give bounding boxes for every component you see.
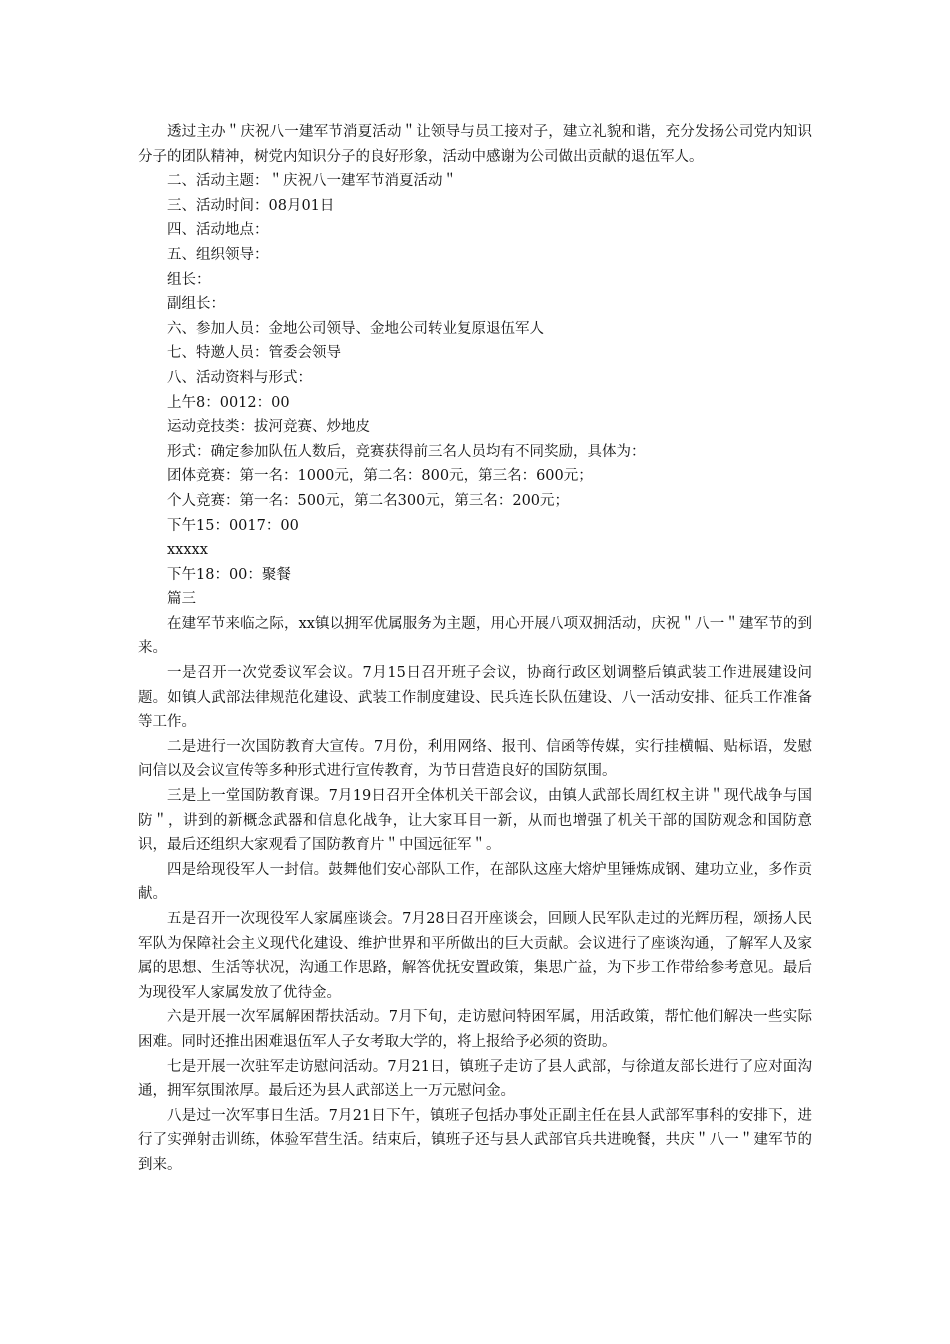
paragraph: 二、活动主题：＂庆祝八一建军节消夏活动＂ (167, 173, 457, 190)
paragraph: 在建军节来临之际，xx镇以拥军优属服务为主题，用心开展八项双拥活动，庆祝＂八一＂建军节的到来。 (138, 615, 812, 657)
paragraph: 副组长： (167, 296, 225, 313)
paragraph: 七是开展一次驻军走访慰问活动。7月21日，镇班子走访了县人武部，与徐道友部长进行了应对面沟通，拥军氛围浓厚。最后还为县人武部送上一万元慰问金。 (138, 1058, 812, 1100)
paragraph: 下午15：0017：00 (167, 517, 299, 534)
paragraph: 三、活动时间：08月01日 (167, 197, 335, 214)
paragraph: 上午8：0012：00 (167, 394, 290, 411)
paragraph: 团体竞赛：第一名：1000元，第二名：800元，第三名：600元； (167, 468, 593, 485)
document-body (138, 120, 812, 1178)
paragraph: 六、参加人员：金地公司领导、金地公司转业复原退伍军人 (167, 320, 544, 337)
paragraph: 个人竞赛：第一名：500元，第二名300元，第三名：200元； (167, 492, 570, 509)
paragraph: 形式：确定参加队伍人数后，竞赛获得前三名人员均有不同奖励，具体为： (167, 443, 646, 460)
paragraph: 二是进行一次国防教育大宣传。7月份，利用网络、报刊、信函等传媒，实行挂横幅、贴标语，发慰问信以及会议宣传等多种形式进行宣传教育，为节日营造良好的国防氛围。 (138, 738, 812, 780)
paragraph: 运动竞技类：拔河竞赛、炒地皮 (167, 419, 370, 436)
paragraph: 五、组织领导： (167, 246, 269, 263)
paragraph: 一是召开一次党委议军会议。7月15日召开班子会议，协商行政区划调整后镇武装工作进展建设问题。如镇人武部法律规范化建设、武装工作制度建设、民兵连长队伍建设、八一活动安排、征兵工作准备等工作。 (138, 665, 812, 731)
paragraph: 三是上一堂国防教育课。7月19日召开全体机关干部会议，由镇人武部长周红权主讲＂现代战争与国防＂，讲到的新概念武器和信息化战争，让大家耳目一新，从而也增强了机关干部的国防观念和国防意识，最后还组织大家观看了国防教育片＂中国远征军＂。 (138, 788, 812, 854)
paragraph: 六是开展一次军属解困帮扶活动。7月下旬，走访慰问特困军属，用活政策，帮忙他们解决一些实际困难。同时还推出困难退伍军人子女考取大学的，将上报给予必须的资助。 (138, 1009, 812, 1050)
paragraph: 五是召开一次现役军人家属座谈会。7月28日召开座谈会，回顾人民军队走过的光辉历程，颂扬人民军队为保障社会主义现代化建设、维护世界和平所做出的巨大贡献。会议进行了座谈沟通，了解军人及家属的思想、生活等状况，沟通工作思路，解答优抚安置政策，集思广益，为下步工作带给参考意见。最后为现役军人家属发放了优待金。 (138, 911, 812, 1001)
paragraph: 透过主办＂庆祝八一建军节消夏活动＂让领导与员工接对子，建立礼貌和谐，充分发扬公司党内知识分子的团队精神，树党内知识分子的良好形象，活动中感谢为公司做出贡献的退伍军人。 (138, 124, 812, 165)
paragraph: 八、活动资料与形式： (167, 369, 312, 386)
paragraph: 组长： (167, 271, 211, 288)
paragraph: 下午18：00：聚餐 (167, 566, 291, 583)
paragraph: 八是过一次军事日生活。7月21日下午，镇班子包括办事处正副主任在县人武部军事科的安排下，进行了实弹射击训练，体验军营生活。结束后，镇班子还与县人武部官兵共进晚餐，共庆＂八一＂建军节的到来。 (138, 1107, 812, 1173)
paragraph: 七、特邀人员：管委会领导 (167, 345, 341, 362)
paragraph: xxxxx (167, 542, 208, 559)
section-heading: 篇三 (167, 591, 196, 608)
paragraph: 四是给现役军人一封信。鼓舞他们安心部队工作，在部队这座大熔炉里锤炼成钢、建功立业，多作贡献。 (138, 861, 812, 903)
paragraph: 四、活动地点： (167, 222, 269, 239)
